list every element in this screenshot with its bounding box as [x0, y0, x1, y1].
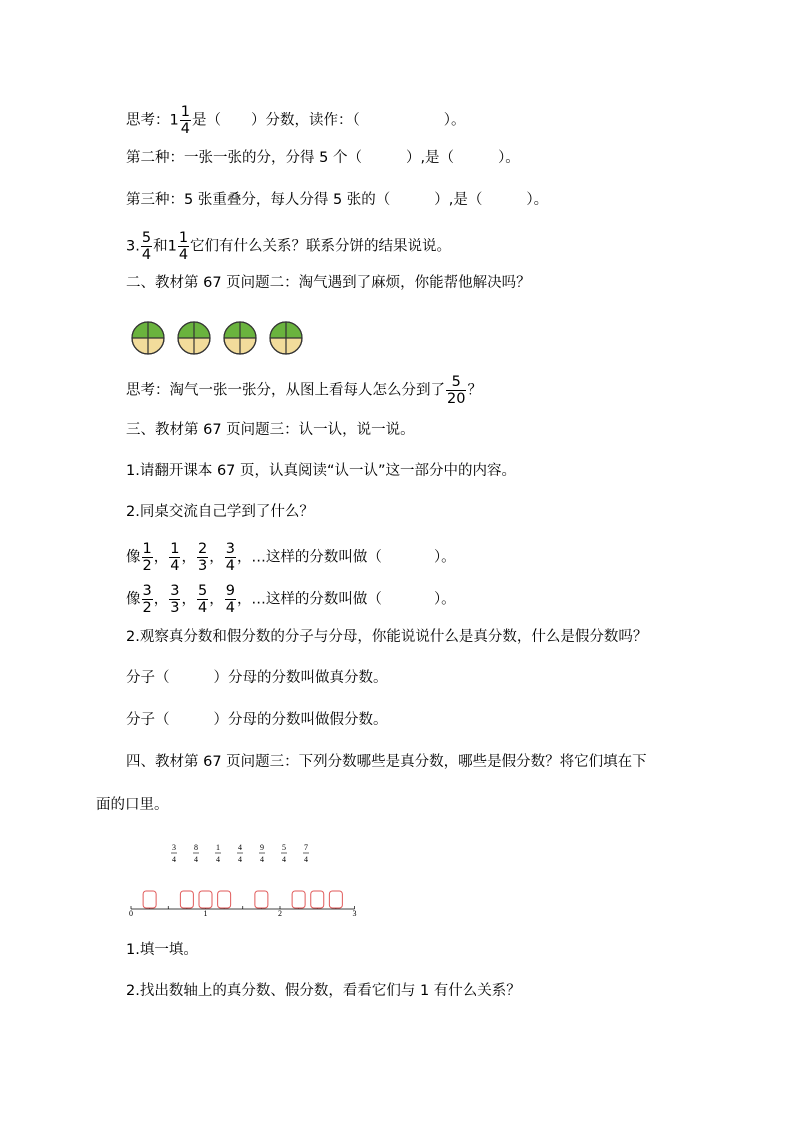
fraction-numerator: 3 — [172, 843, 176, 852]
pie-icon — [224, 322, 256, 354]
fraction: $\frac{3}{4}$ — [225, 541, 235, 574]
answer-box — [218, 891, 231, 908]
fraction-numerator: 5 — [282, 843, 286, 852]
fraction-numerator: 4 — [238, 843, 242, 852]
axis-tick-label: 0 — [129, 909, 133, 918]
answer-box — [143, 891, 156, 908]
axis-tick-label: 1 — [203, 909, 208, 918]
section-4-q2: 2.找出数轴上的真分数、假分数，看看它们与 1 有什么关系？ — [126, 983, 521, 999]
section-3-q3: 2.观察真分数和假分数的分子与分母，你能说说什么是真分数，什么是假分数吗？ — [126, 629, 648, 645]
answer-box — [255, 891, 268, 908]
fraction: $\frac{1}{2}$ — [142, 541, 152, 574]
fraction-denominator: 4 — [172, 855, 176, 864]
second-method: 第二种：一张一张的分，分得 5 个（ ）,是（ ）。 — [126, 150, 520, 166]
think-line-2: 思考：淘气一张一张分，从图上看每人怎么分到了 $\frac{5}{20}$ ？ — [126, 374, 482, 407]
section-4-q1: 1.填一填。 — [126, 942, 198, 958]
mixed-number: 1 $\frac{1}{4}$ — [169, 104, 190, 137]
proper-fraction-line: 像 $\frac{1}{2}$ ， $\frac{1}{4}$ ， $\frac{2}{3}$ ， $\frac{3}{4}$ ，…这样的分数叫做（ ）。 — [126, 541, 456, 574]
pie-icon — [178, 322, 210, 354]
answer-box — [180, 891, 193, 908]
axis-tick-label: 3 — [352, 909, 357, 918]
fraction: $\frac{3}{2}$ — [142, 583, 152, 616]
section-3-heading: 三、教材第 67 页问题三：认一认，说一说。 — [126, 422, 415, 438]
fraction-numerator: 1 — [216, 843, 220, 852]
fraction: $\frac{3}{3}$ — [170, 583, 180, 616]
pie-icon — [132, 322, 164, 354]
numerator-line-1: 分子（ ）分母的分数叫做真分数。 — [126, 670, 388, 686]
pie-images — [130, 318, 310, 358]
fraction: $\frac{2}{3}$ — [197, 541, 208, 574]
fraction-numerator: 9 — [260, 843, 264, 852]
fraction-denominator: 4 — [304, 855, 308, 864]
pie-icon — [270, 322, 302, 354]
section-4-heading-cont: 面的口里。 — [96, 797, 169, 813]
number-line — [120, 836, 370, 921]
fraction-numerator: 8 — [194, 843, 198, 852]
axis-tick-label: 2 — [278, 909, 282, 918]
fraction-denominator: 4 — [260, 855, 264, 864]
fraction-numerator: 7 — [304, 843, 308, 852]
answer-box — [329, 891, 342, 908]
numerator-line-2: 分子（ ）分母的分数叫做假分数。 — [126, 712, 388, 728]
fraction-denominator: 4 — [282, 855, 286, 864]
fraction: $\frac{1}{4}$ — [170, 541, 180, 574]
improper-fraction-line: 像 $\frac{3}{2}$ ， $\frac{3}{3}$ ， $\frac{5}{4}$ ， $\frac{9}{4}$ ，…这样的分数叫做（ ）。 — [126, 583, 456, 616]
answer-box — [311, 891, 324, 908]
section-3-q2: 2.同桌交流自己学到了什么？ — [126, 504, 314, 520]
fraction-denominator: 4 — [194, 855, 198, 864]
answer-box — [292, 891, 305, 908]
fraction-denominator: 4 — [238, 855, 242, 864]
section-2-heading: 二、教材第 67 页问题二：淘气遇到了麻烦，你能帮他解决吗？ — [126, 275, 531, 291]
fraction-denominator: 4 — [216, 855, 220, 864]
answer-box — [199, 891, 212, 908]
section-4-heading: 四、教材第 67 页问题三：下列分数哪些是真分数，哪些是假分数？将它们填在下 — [126, 754, 647, 770]
fraction: $\frac{9}{4}$ — [225, 583, 235, 616]
question-3: 3. $\frac{5}{4}$ 和1 $\frac{1}{4}$ 它们有什么关系？联系分饼的结果说说。 — [126, 230, 452, 263]
third-method: 第三种：5 张重叠分，每人分得 5 张的（ ）,是（ ）。 — [126, 192, 549, 208]
fraction: $\frac{5}{4}$ — [197, 583, 208, 616]
section-3-q1: 1.请翻开课本 67 页，认真阅读“认一认”这一部分中的内容。 — [126, 463, 517, 479]
think-line-1: 思考：1 $\frac{1}{4}$ 是（ ）分数，读作：（ ）。 — [126, 104, 466, 137]
